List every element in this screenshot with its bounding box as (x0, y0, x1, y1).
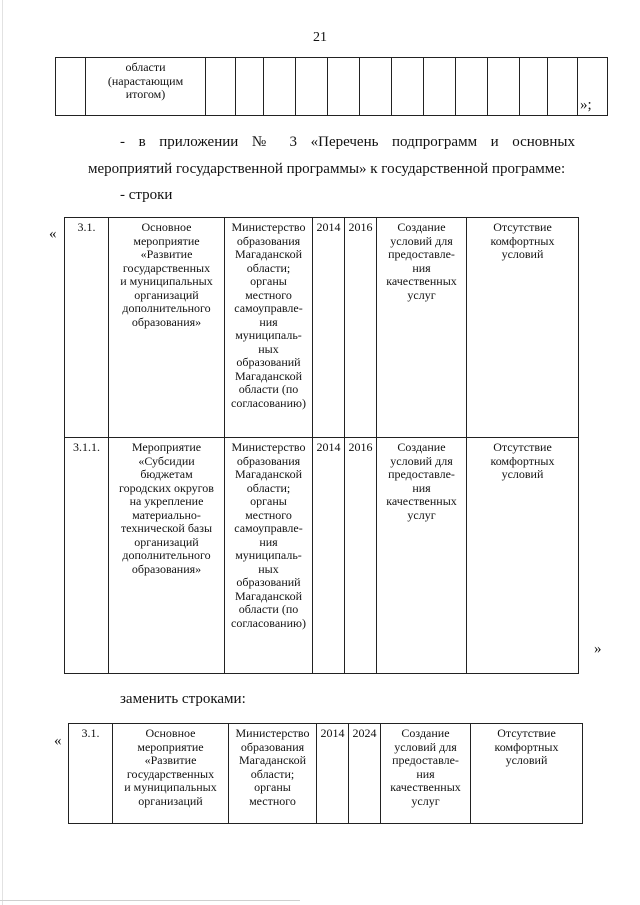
table-cell-label: области (нарастающим итогом) (86, 58, 206, 116)
empty-cell (206, 58, 236, 116)
row-number: 3.1. (69, 724, 113, 824)
empty-cell (520, 58, 548, 116)
row-end-year: 2024 (349, 724, 381, 824)
close-quote-old: » (594, 641, 602, 657)
table-row (69, 724, 583, 824)
row-result: Создание условий для предоставле- ния качественных услуг (377, 438, 467, 674)
row-number: 3.1. (65, 218, 109, 438)
bottom-line (0, 900, 300, 901)
empty-cell (548, 58, 578, 116)
table-old-rows (64, 217, 579, 674)
row-executor: Министерство образования Магаданской области; органы местного (229, 724, 317, 824)
paragraph-line-2: мероприятий государственной программы» к государственной программе: (88, 161, 566, 177)
empty-cell (488, 58, 520, 116)
row-consequence: Отсутствие комфортных условий (467, 218, 579, 438)
empty-cell (328, 58, 360, 116)
rows-label: - строки (120, 187, 173, 203)
empty-cell (456, 58, 488, 116)
row-name: Основное мероприятие «Развитие государственных и муниципальных организаций дополнительного образования» (109, 218, 225, 438)
table-new-rows (68, 723, 583, 824)
closing-quote: »; (580, 97, 592, 113)
empty-cell (360, 58, 392, 116)
row-end-year: 2016 (345, 438, 377, 674)
replace-label: заменить строками: (120, 691, 246, 707)
row-start-year: 2014 (313, 438, 345, 674)
row-start-year: 2014 (317, 724, 349, 824)
row-name: Основное мероприятие «Развитие государственных и муниципальных организаций (113, 724, 229, 824)
row-result: Создание условий для предоставле- ния качественных услуг (381, 724, 471, 824)
row-executor: Министерство образования Магаданской области; органы местного самоуправле- ния муниципаль- ных образований Магаданской области (по согласованию) (225, 218, 313, 438)
empty-cell (236, 58, 264, 116)
row-start-year: 2014 (313, 218, 345, 438)
row-consequence: Отсутствие комфортных условий (471, 724, 583, 824)
page-number: 21 (313, 30, 327, 45)
paragraph-line-1: - в приложении № 3 «Перечень подпрограмм и основных (120, 134, 575, 150)
row-executor: Министерство образования Магаданской области; органы местного самоуправле- ния муниципаль- ных образований Магаданской области (по согласованию) (225, 438, 313, 674)
empty-cell (264, 58, 296, 116)
row-number: 3.1.1. (65, 438, 109, 674)
row-result: Создание условий для предоставле- ния качественных услуг (377, 218, 467, 438)
top-table-fragment (55, 57, 608, 116)
row-end-year: 2016 (345, 218, 377, 438)
open-quote-old: « (49, 226, 57, 242)
empty-cell (424, 58, 456, 116)
empty-cell (296, 58, 328, 116)
table-row (65, 218, 579, 438)
margin-line (2, 0, 3, 905)
row-name: Мероприятие «Субсидии бюджетам городских округов на укрепление материально- технической базы организаций дополнительного образования» (109, 438, 225, 674)
row-consequence: Отсутствие комфортных условий (467, 438, 579, 674)
open-quote-new: « (54, 733, 62, 749)
empty-cell (392, 58, 424, 116)
table-row (65, 438, 579, 674)
empty-cell (56, 58, 86, 116)
